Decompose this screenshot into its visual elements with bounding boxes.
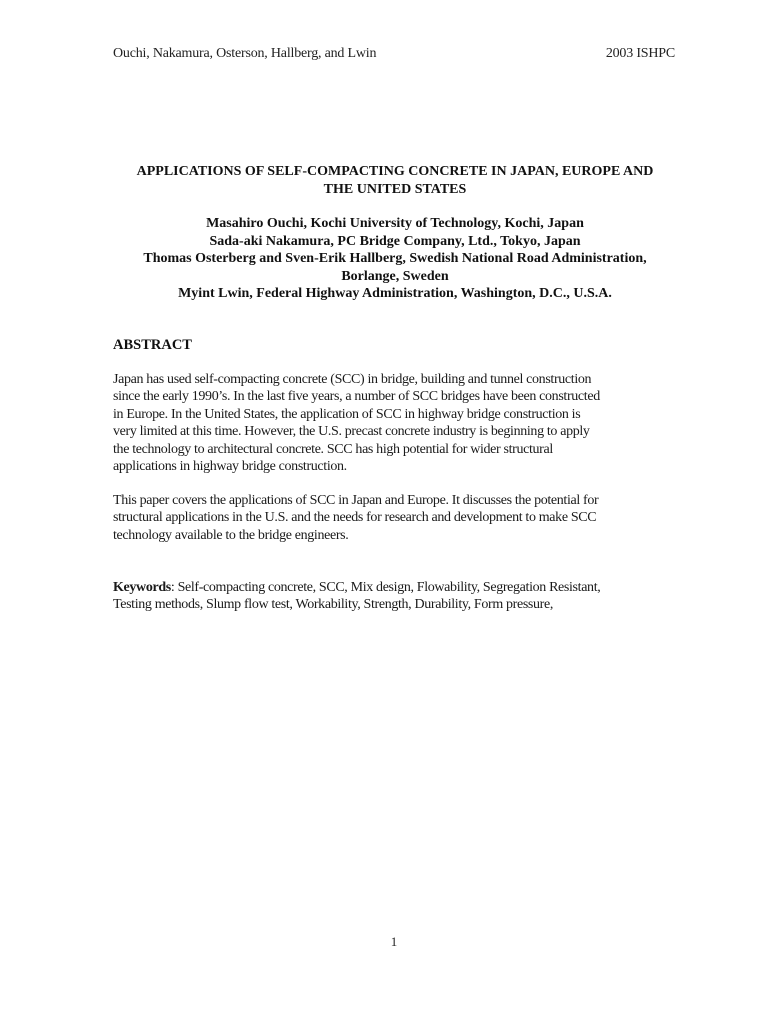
author-list (100, 215, 690, 303)
abstract-paragraph-2 (113, 492, 688, 544)
text-line: technology available to the bridge engineers. (113, 527, 349, 543)
text-line: very limited at this time. However, the U.S. precast concrete industry is beginning to apply (113, 424, 590, 440)
paper-title (100, 163, 690, 199)
text-line: in Europe. In the United States, the application of SCC in highway bridge construction is (113, 406, 581, 422)
text-line: structural applications in the U.S. and the needs for research and development to make SCC (113, 510, 597, 526)
text-line: This paper covers the applications of SCC in Japan and Europe. It discusses the potential for (113, 493, 599, 508)
header-authors: Ouchi, Nakamura, Osterson, Hallberg, and Lwin (113, 46, 377, 61)
text-line: since the early 1990’s. In the last five years, a number of SCC bridges have been constructed (113, 389, 600, 405)
keywords-text: : Self-compacting concrete, SCC, Mix design, Flowability, Segregation Resistant, (170, 580, 601, 595)
keywords-line-2: Testing methods, Slump flow test, Workability, Strength, Durability, Form pressure, (113, 597, 554, 613)
text-line: applications in highway bridge construction. (113, 459, 347, 475)
text-line: the technology to architectural concrete. SCC has high potential for wider structural (113, 441, 553, 457)
author-line: Masahiro Ouchi, Kochi University of Technology, Kochi, Japan (206, 216, 584, 231)
author-line: Myint Lwin, Federal Highway Administration, Washington, D.C., U.S.A. (178, 286, 612, 302)
header-conference: 2003 ISHPC (605, 46, 675, 61)
abstract-paragraph-1 (113, 371, 688, 475)
author-line: Thomas Osterberg and Sven-Erik Hallberg, Swedish National Road Administration, (143, 251, 647, 267)
author-line: Sada-aki Nakamura, PC Bridge Company, Ltd., Tokyo, Japan (209, 233, 581, 249)
keywords-section (113, 579, 688, 614)
abstract-heading: ABSTRACT (113, 337, 192, 353)
page-number: 1 (390, 934, 398, 949)
text-line: Japan has used self-compacting concrete (SCC) in bridge, building and tunnel construction (113, 372, 592, 387)
author-line: Borlange, Sweden (341, 268, 449, 284)
title-line-2: THE UNITED STATES (323, 182, 467, 197)
keywords-line-1 (113, 579, 688, 596)
keywords-label: Keywords (113, 580, 171, 595)
title-line-1: APPLICATIONS OF SELF-COMPACTING CONCRETE IN JAPAN, EUROPE AND (136, 164, 654, 179)
